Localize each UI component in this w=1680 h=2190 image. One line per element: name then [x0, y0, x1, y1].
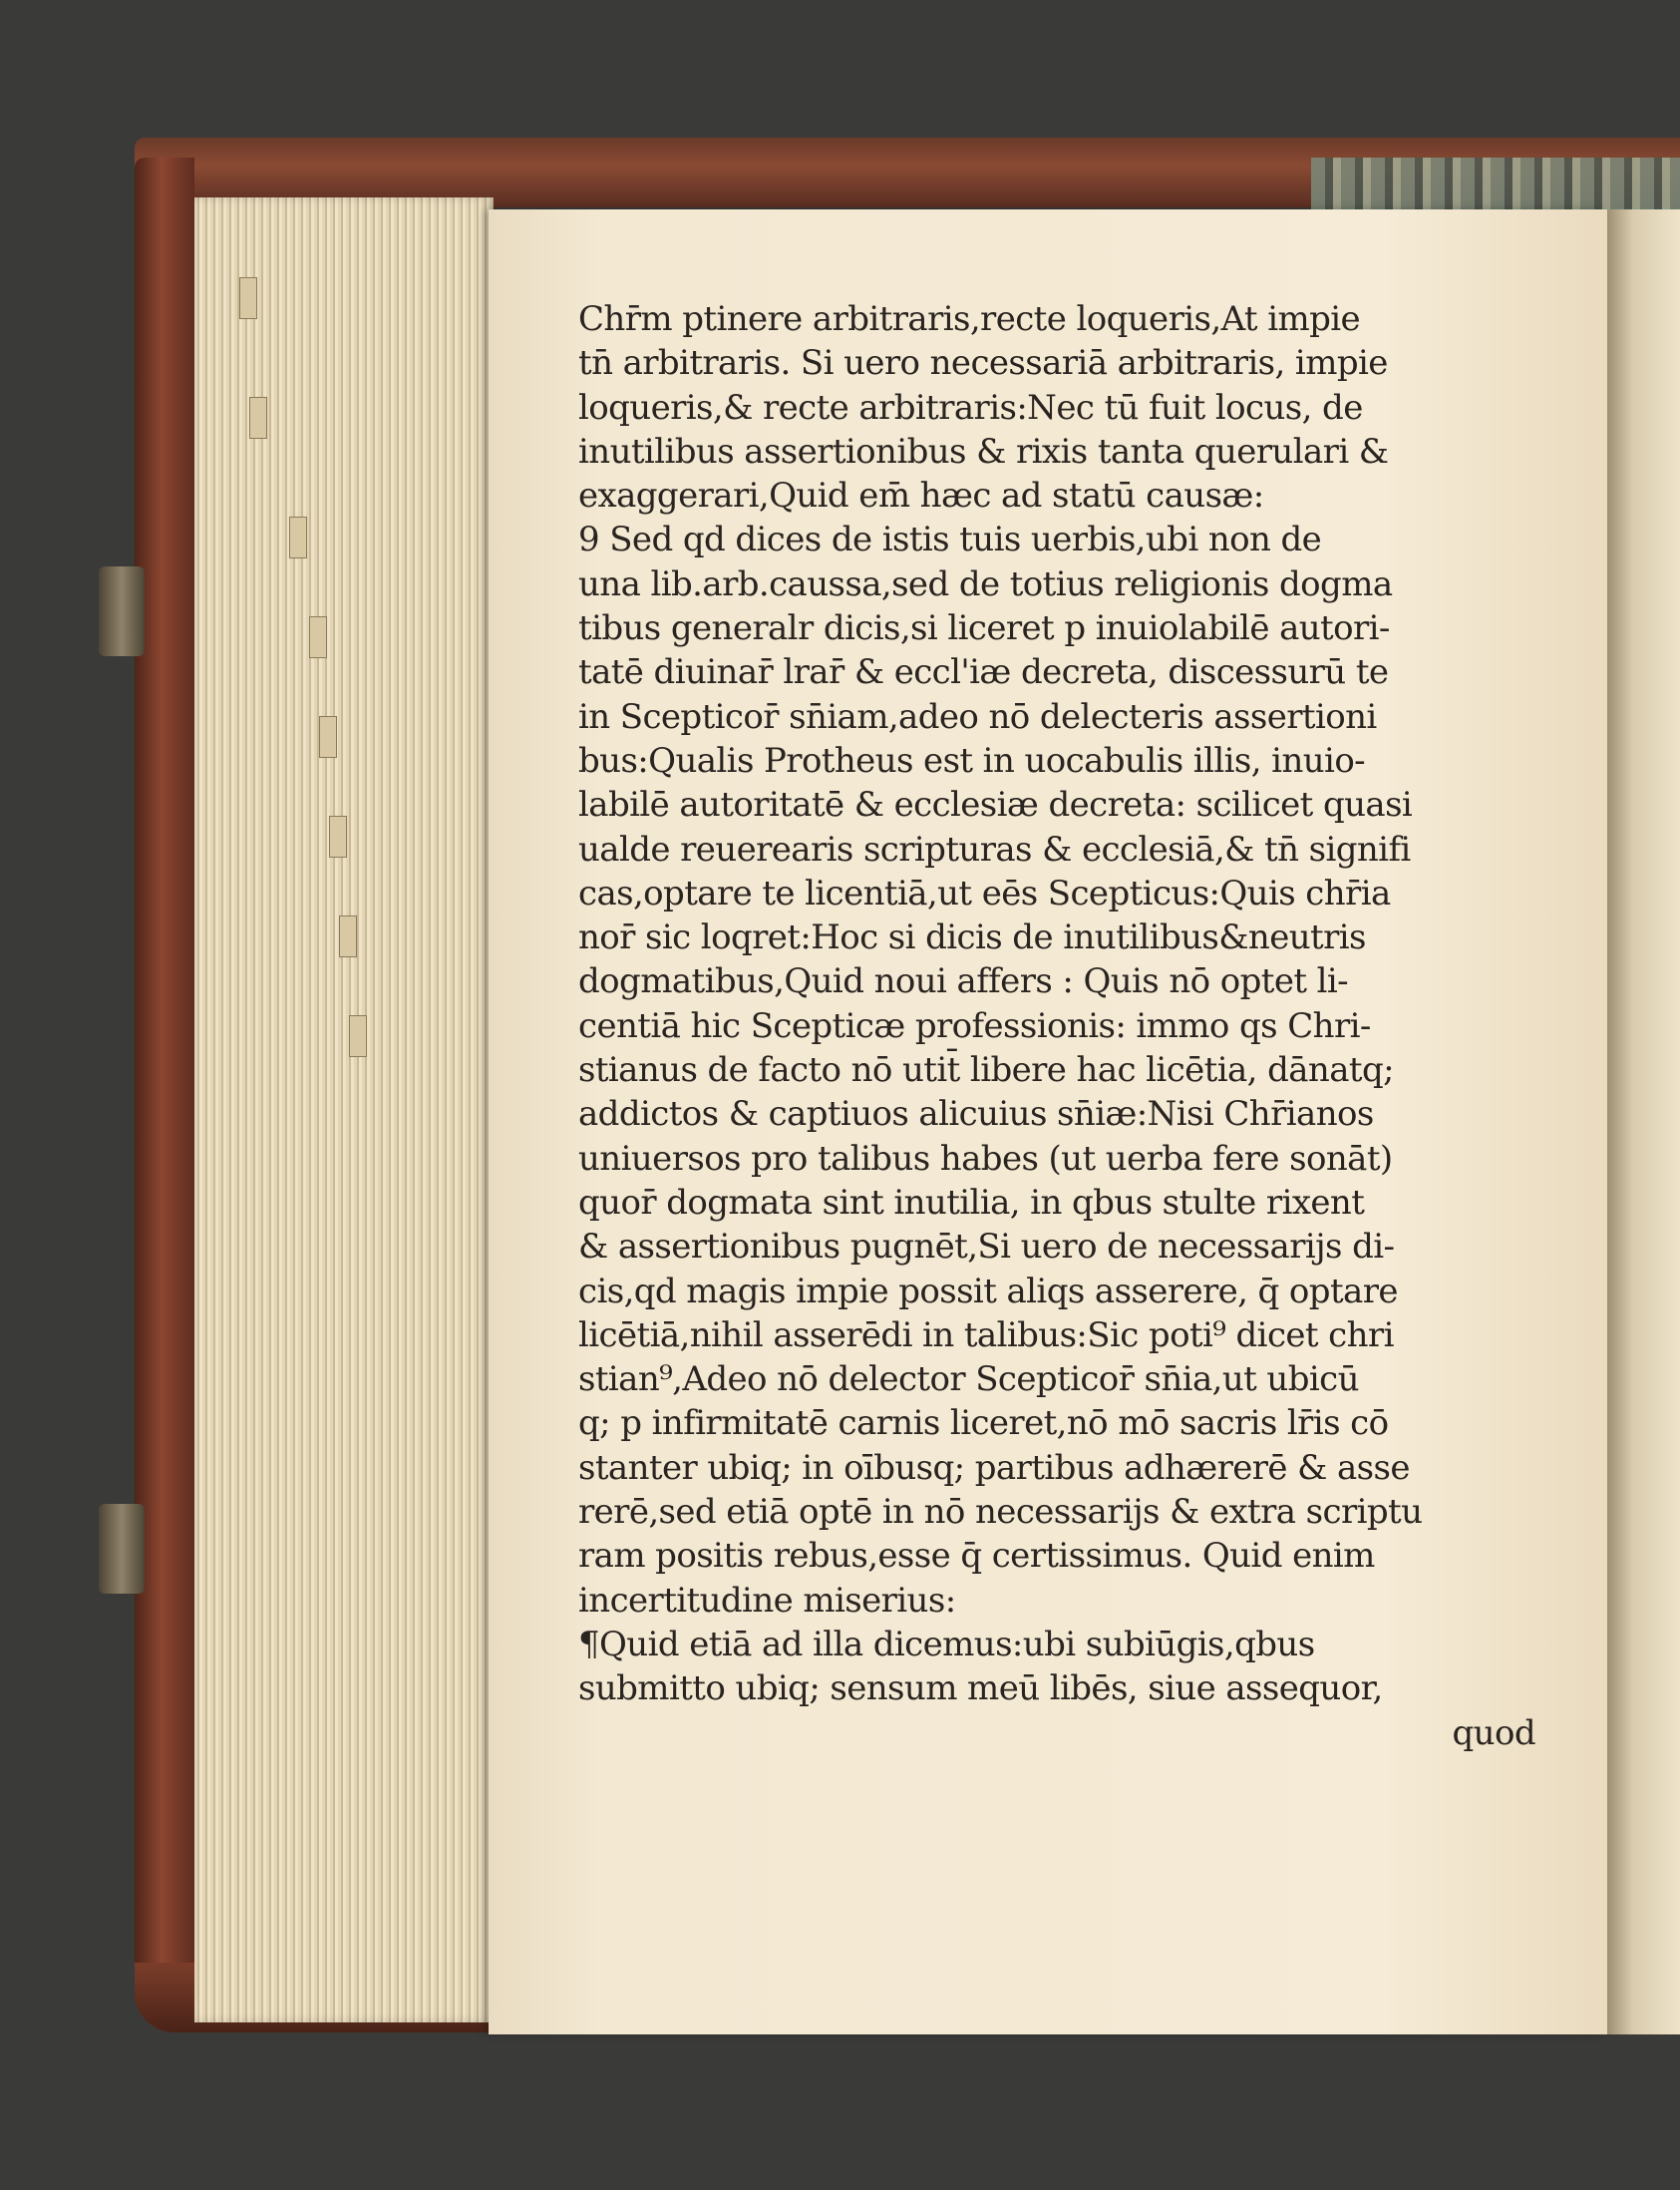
page-tab — [309, 616, 327, 658]
headband — [1311, 158, 1680, 217]
text-line: uniuersos pro talibus habes (ut uerba fere sonāt) — [578, 1138, 1393, 1179]
page-edges — [194, 197, 494, 2022]
text-line: 9 Sed qd dices de istis tuis uerbis,ubi non de — [578, 520, 1322, 560]
text-line: loqueris,& recte arbitraris:Nec tū fuit locus, de — [578, 387, 1363, 428]
text-line: in Scepticor̄ sn̄iam,adeo nō delecteris assertioni — [578, 696, 1377, 737]
text-line: submitto ubiq; sensum meū libēs, siue assequor, — [578, 1668, 1383, 1709]
text-line: cis,qd magis impie possit aliqs asserere, q̄ optare — [578, 1271, 1398, 1311]
text-line: nor̄ sic loqret:Hoc si dicis de inutilibus&neutris — [578, 917, 1366, 958]
page-tab — [249, 397, 267, 439]
page-tab — [289, 517, 307, 558]
text-line: labilē autoritatē & ecclesiæ decreta: scilicet quasi — [578, 785, 1413, 826]
text-line: stanter ubiq; in oībusq; partibus adhærerē & asse — [578, 1447, 1410, 1488]
text-line: addictos & captiuos alicuius sn̄iæ:Nisi Chr̄ianos — [578, 1094, 1374, 1135]
text-line: exaggerari,Quid em̄ hæc ad statū causæ: — [578, 476, 1264, 517]
text-line: cas,optare te licentiā,ut eēs Scepticus:Quis chr̄ia — [578, 873, 1391, 913]
clasp-lower-icon — [99, 1504, 145, 1594]
text-line: una lib.arb.caussa,sed de totius religionis dogma — [578, 563, 1393, 604]
text-line: & assertionibus pugnēt,Si uero de necessarijs di- — [578, 1227, 1395, 1268]
text-line: tatē diuinar̄ lrar̄ & eccl'iæ decreta, discessurū te — [578, 652, 1389, 693]
text-line: q; p infirmitatē carnis liceret,nō mō sacris lr̄is cō — [578, 1403, 1389, 1444]
text-line: Chr̄m ptinere arbitraris,recte loqueris,At impie — [578, 299, 1361, 339]
page-text — [578, 297, 1535, 1755]
text-line: centiā hic Scepticæ professionis: immo qs Chri- — [578, 1005, 1371, 1046]
text-line: rerē,sed etiā optē in nō necessarijs & extra scriptu — [578, 1492, 1423, 1533]
text-line: stianus de facto nō utit̄ libere hac licētia, dānatq; — [578, 1050, 1394, 1091]
text-line: bus:Qualis Protheus est in uocabulis illis, inuio- — [578, 740, 1366, 781]
text-line: tn̄ arbitraris. Si uero necessariā arbitraris, impie — [578, 343, 1388, 384]
text-line: incertitudine miserius: — [578, 1580, 956, 1621]
text-line: licētiā,nihil asserēdi in talibus:Sic poti⁹ dicet chri — [578, 1314, 1394, 1355]
catchword: quod — [1452, 1712, 1535, 1753]
page-tab — [349, 1015, 367, 1057]
clasp-upper-icon — [99, 566, 145, 656]
page-tab — [329, 816, 347, 858]
text-line: inutilibus assertionibus & rixis tanta querulari & — [578, 431, 1389, 472]
text-line: tibus generalr dicis,si liceret p inuiolabilē autori- — [578, 608, 1390, 649]
text-line: ram positis rebus,esse q̄ certissimus. Quid enim — [578, 1536, 1375, 1577]
text-line: stian⁹,Adeo nō delector Scepticor̄ sn̄ia,ut ubicū — [578, 1359, 1359, 1400]
page-tab — [339, 915, 357, 957]
text-line: ualde reuerearis scripturas & ecclesiā,& tn̄ signifi — [578, 829, 1411, 870]
page-tab — [319, 716, 337, 758]
page-tab — [239, 277, 257, 319]
text-line: dogmatibus,Quid noui affers : Quis nō optet li- — [578, 961, 1349, 1002]
gutter — [1607, 209, 1680, 2034]
text-line: quor̄ dogmata sint inutilia, in qbus stulte rixent — [578, 1182, 1365, 1223]
cover-board-left — [135, 158, 194, 2032]
text-line: ¶Quid etiā ad illa dicemus:ubi subiūgis,qbus — [578, 1624, 1315, 1664]
